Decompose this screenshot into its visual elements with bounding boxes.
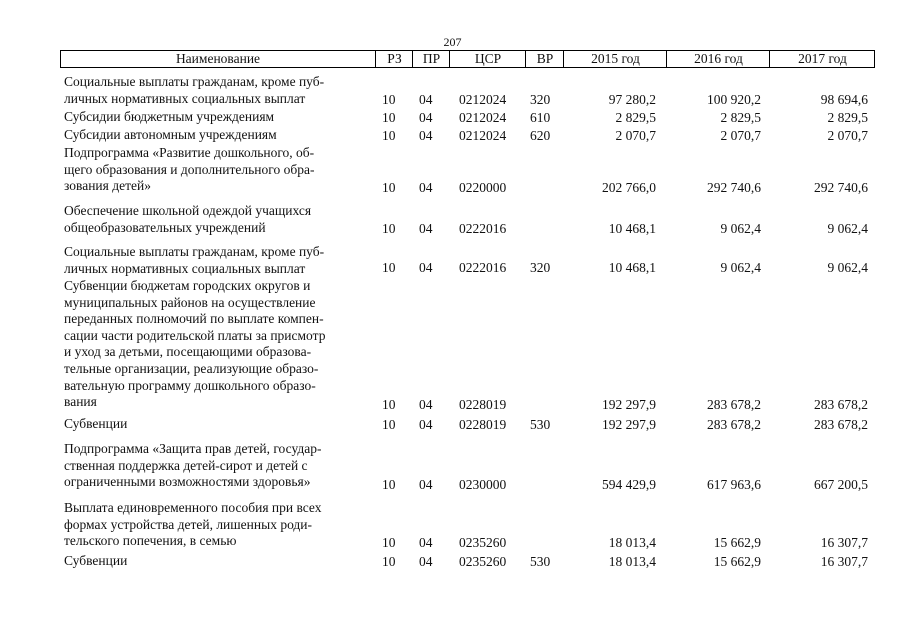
row-2016: 9 062,4 (720, 221, 761, 236)
row-2017: 283 678,2 (814, 417, 868, 432)
row-pr: 04 (419, 417, 433, 432)
row-name: Подпрограмма «Защита прав детей, государ- ственная поддержка детей-сирот и детей с ограниченными возможностями здоровья» (64, 441, 322, 490)
header-rz: РЗ (375, 51, 413, 67)
row-pr: 04 (419, 554, 433, 569)
row-2016: 15 662,9 (713, 535, 761, 550)
row-rz: 10 (382, 128, 396, 143)
row-2015: 202 766,0 (602, 180, 656, 195)
row-vr: 530 (530, 417, 551, 432)
row-2015: 18 013,4 (608, 554, 656, 569)
header-csr: ЦСР (449, 51, 526, 67)
row-pr: 04 (419, 221, 433, 236)
row-pr: 04 (419, 180, 433, 195)
row-pr: 04 (419, 110, 433, 125)
row-2016: 283 678,2 (707, 397, 761, 412)
row-2015: 192 297,9 (602, 397, 656, 412)
row-csr: 0228019 (459, 397, 507, 412)
table-header (60, 50, 875, 68)
row-2015: 10 468,1 (608, 221, 656, 236)
row-pr: 04 (419, 128, 433, 143)
row-pr: 04 (419, 477, 433, 492)
row-2017: 16 307,7 (820, 535, 868, 550)
row-2017: 9 062,4 (827, 260, 868, 275)
row-vr: 610 (530, 110, 551, 125)
row-2015: 2 829,5 (615, 110, 656, 125)
row-2017: 9 062,4 (827, 221, 868, 236)
row-csr: 0222016 (459, 260, 507, 275)
row-rz: 10 (382, 260, 396, 275)
row-pr: 04 (419, 535, 433, 550)
row-pr: 04 (419, 397, 433, 412)
row-vr: 620 (530, 128, 551, 143)
header-name: Наименование (175, 51, 261, 66)
row-2015: 594 429,9 (602, 477, 656, 492)
row-2017: 2 070,7 (827, 128, 868, 143)
row-vr: 320 (530, 92, 551, 107)
row-2017: 292 740,6 (814, 180, 868, 195)
row-name: Выплата единовременного пособия при всех формах устройства детей, лишенных роди- тельского попечения, в семью (64, 500, 322, 549)
row-rz: 10 (382, 180, 396, 195)
row-name: Подпрограмма «Развитие дошкольного, об- щего образования и дополнительного обра- зования детей» (64, 145, 315, 194)
row-csr: 0230000 (459, 477, 507, 492)
row-2017: 98 694,6 (820, 92, 868, 107)
row-csr: 0235260 (459, 554, 507, 569)
row-name: Социальные выплаты гражданам, кроме пуб- личных нормативных социальных выплат (64, 244, 325, 276)
row-2016: 283 678,2 (707, 417, 761, 432)
row-2015: 2 070,7 (615, 128, 656, 143)
row-csr: 0212024 (459, 92, 507, 107)
row-name: Социальные выплаты гражданам, кроме пуб- личных нормативных социальных выплат (64, 74, 325, 106)
row-2015: 192 297,9 (602, 417, 656, 432)
row-2016: 292 740,6 (707, 180, 761, 195)
row-rz: 10 (382, 221, 396, 236)
row-pr: 04 (419, 92, 433, 107)
row-csr: 0222016 (459, 221, 507, 236)
row-2017: 2 829,5 (827, 110, 868, 125)
row-2017: 283 678,2 (814, 397, 868, 412)
row-rz: 10 (382, 535, 396, 550)
row-rz: 10 (382, 477, 396, 492)
row-csr: 0212024 (459, 128, 507, 143)
row-2015: 18 013,4 (608, 535, 656, 550)
row-2015: 10 468,1 (608, 260, 656, 275)
row-csr: 0235260 (459, 535, 507, 550)
row-rz: 10 (382, 397, 396, 412)
header-2016: 2016 год (666, 51, 770, 67)
row-csr: 0220000 (459, 180, 507, 195)
page-number: 207 (443, 35, 462, 49)
row-2016: 15 662,9 (713, 554, 761, 569)
row-csr: 0212024 (459, 110, 507, 125)
header-pr: ПР (412, 51, 450, 67)
row-name: Субвенции бюджетам городских округов и муниципальных районов на осуществление переданных полномочий по выплате компен- сации части родительской платы за присмотр и уход за детьми, посещающими образова- тельные организации, реализующие образо- вательную программу дошкольного образо- вания (64, 278, 326, 410)
row-rz: 10 (382, 554, 396, 569)
row-2015: 97 280,2 (608, 92, 656, 107)
row-name: Субсидии автономным учреждениям (64, 127, 277, 142)
row-2016: 617 963,6 (707, 477, 761, 492)
row-2016: 2 829,5 (720, 110, 761, 125)
row-name: Субвенции (64, 416, 128, 431)
header-2015: 2015 год (563, 51, 667, 67)
row-rz: 10 (382, 92, 396, 107)
row-2016: 2 070,7 (720, 128, 761, 143)
header-2017: 2017 год (769, 51, 875, 67)
row-2016: 100 920,2 (707, 92, 761, 107)
row-name: Субсидии бюджетным учреждениям (64, 109, 275, 124)
row-name: Обеспечение школьной одеждой учащихся общеобразовательных учреждений (64, 203, 312, 235)
row-pr: 04 (419, 260, 433, 275)
row-rz: 10 (382, 417, 396, 432)
row-2016: 9 062,4 (720, 260, 761, 275)
row-2017: 16 307,7 (820, 554, 868, 569)
row-name: Субвенции (64, 553, 128, 568)
row-2017: 667 200,5 (814, 477, 868, 492)
row-vr: 320 (530, 260, 551, 275)
header-vr: ВР (525, 51, 564, 67)
row-rz: 10 (382, 110, 396, 125)
row-csr: 0228019 (459, 417, 507, 432)
row-vr: 530 (530, 554, 551, 569)
